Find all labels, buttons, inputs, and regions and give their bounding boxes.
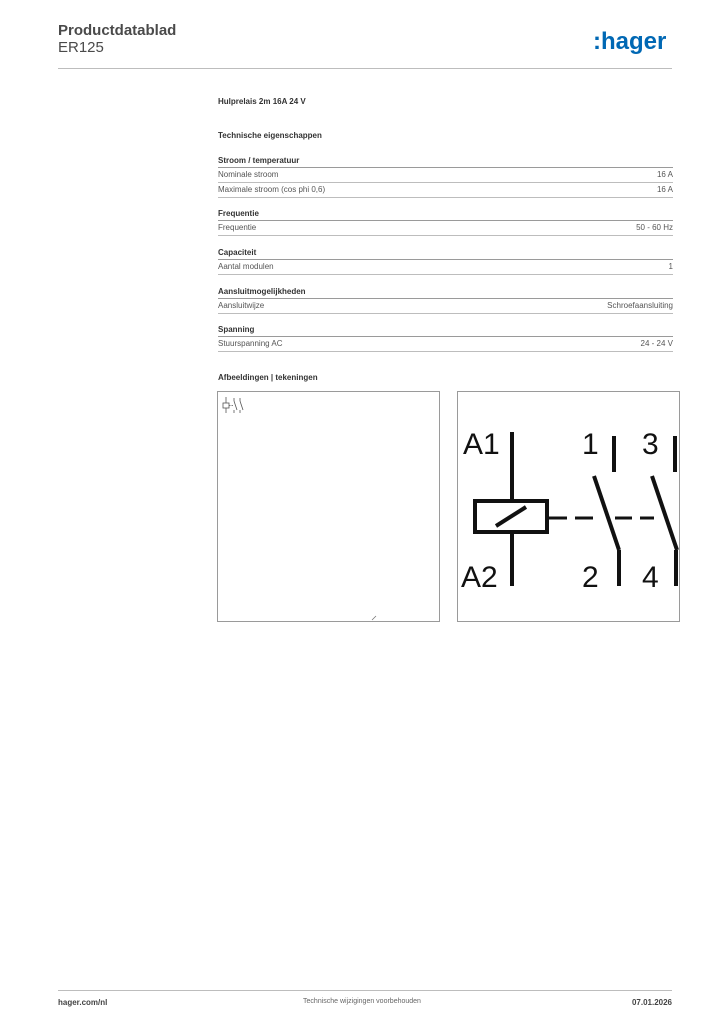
spec-label: Maximale stroom (cos phi 0,6) [218,185,326,194]
spec-group-capacity [218,247,673,275]
contact-1-switch [594,476,619,550]
footer-divider [58,990,672,991]
spec-value: 50 - 60 Hz [636,223,673,232]
footer-date: 07.01.2026 [631,998,672,1007]
spec-row [218,337,673,352]
spec-value: 24 - 24 V [640,339,673,348]
spec-group-voltage [218,324,673,352]
spec-row [218,168,673,183]
contact-3-switch [652,476,677,550]
spec-label: Aansluitwijze [218,301,265,310]
relay-symbol-icon [218,392,439,621]
spec-row [218,183,673,198]
wiring-diagram [458,392,679,621]
hager-logo [593,26,677,56]
images-heading: Afbeeldingen | tekeningen [218,373,318,382]
spec-group-frequency [218,208,673,236]
terminal-label-a1: A1 [463,428,500,461]
spec-row [218,221,673,236]
spec-group-title: Frequentie [218,208,673,221]
spec-row [218,299,673,314]
product-image-frame [217,391,440,622]
terminal-label-3: 3 [642,428,659,461]
footer-disclaimer: Technische wijzigingen voorbehouden [303,998,421,1005]
page-title: Productdatablad [58,22,177,39]
technical-properties-heading: Technische eigenschappen [218,131,322,140]
spec-value: 16 A [656,170,673,179]
spec-group-current [218,155,673,198]
terminal-label-4: 4 [642,561,659,594]
spec-value: 16 A [656,185,673,194]
spec-row [218,260,673,275]
terminal-label-a2: A2 [461,561,498,594]
spec-label: Nominale stroom [218,170,279,179]
spec-value: 1 [668,262,673,271]
spec-label: Stuurspanning AC [218,339,283,348]
spec-label: Frequentie [218,223,257,232]
product-name: Hulprelais 2m 16A 24 V [218,97,306,106]
footer-website: hager.com/nl [58,998,108,1007]
spec-group-title: Spanning [218,324,673,337]
coil-diagonal [496,507,526,526]
terminal-label-2: 2 [582,561,599,594]
spec-group-title: Capaciteit [218,247,673,260]
spec-group-title: Stroom / temperatuur [218,155,673,168]
spec-value: Schroefaansluiting [607,301,673,310]
spec-label: Aantal modulen [218,262,274,271]
header-divider [58,68,672,69]
logo-text: :hager [593,28,667,55]
product-code: ER125 [58,39,104,56]
spec-group-connection [218,286,673,314]
wiring-diagram-frame [457,391,680,622]
spec-group-title: Aansluitmogelijkheden [218,286,673,299]
terminal-label-1: 1 [582,428,599,461]
